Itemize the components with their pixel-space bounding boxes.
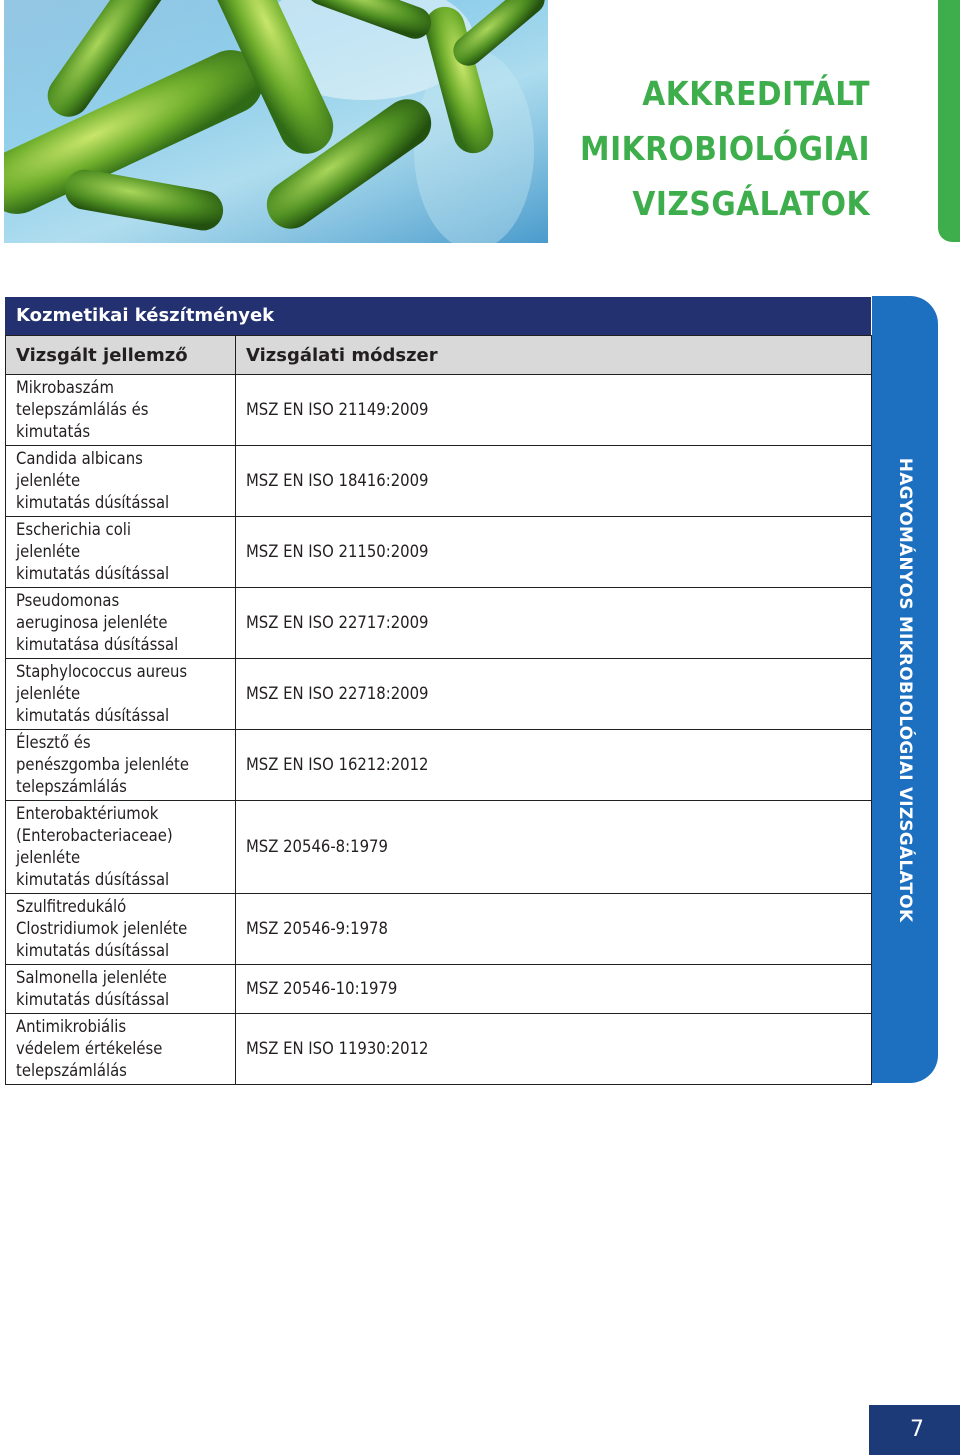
page-title-line: MIKROBIOLÓGIAI xyxy=(580,129,870,168)
method-cell: MSZ EN ISO 18416:2009 xyxy=(236,446,872,517)
feature-cell: Mikrobaszám telepszámlálás és kimutatás xyxy=(6,375,236,446)
table-row xyxy=(6,659,872,730)
feature-cell: Szulfitredukáló Clostridiumok jelenléte kimutatás dúsítással xyxy=(6,894,236,965)
feature-cell: Escherichia coli jelenléte kimutatás dúsítással xyxy=(6,517,236,588)
feature-cell: Enterobaktériumok (Enterobacteriaceae) jelenléte kimutatás dúsítással xyxy=(6,801,236,894)
method-cell: MSZ EN ISO 22718:2009 xyxy=(236,659,872,730)
method-cell: MSZ 20546-8:1979 xyxy=(236,801,872,894)
feature-cell: Salmonella jelenléte kimutatás dúsítással xyxy=(6,965,236,1014)
table-body xyxy=(6,375,872,1085)
table-row xyxy=(6,446,872,517)
method-cell: MSZ 20546-10:1979 xyxy=(236,965,872,1014)
method-cell: MSZ EN ISO 11930:2012 xyxy=(236,1014,872,1085)
methods-table xyxy=(5,335,872,1085)
feature-cell: Pseudomonas aeruginosa jelenléte kimutatása dúsítással xyxy=(6,588,236,659)
table-row xyxy=(6,517,872,588)
table-row xyxy=(6,730,872,801)
method-cell: MSZ 20546-9:1978 xyxy=(236,894,872,965)
table-row xyxy=(6,894,872,965)
side-tab-label: HAGYOMÁNYOS MIKROBIOLÓGIAI VIZSGÁLATOK xyxy=(895,457,915,923)
page-title-line: VIZSGÁLATOK xyxy=(632,184,870,223)
test-table xyxy=(5,297,871,1085)
green-corner-tab xyxy=(938,0,960,242)
method-cell: MSZ EN ISO 21149:2009 xyxy=(236,375,872,446)
feature-cell: Antimikrobiális védelem értékelése telepszámlálás xyxy=(6,1014,236,1085)
feature-cell: Staphylococcus aureus jelenléte kimutatás dúsítással xyxy=(6,659,236,730)
page-title-line: AKKREDITÁLT xyxy=(642,74,870,113)
feature-cell: Candida albicans jelenléte kimutatás dúsítással xyxy=(6,446,236,517)
bacteria-illustration xyxy=(4,0,548,243)
bacteria-hero-image xyxy=(4,0,548,243)
method-cell: MSZ EN ISO 22717:2009 xyxy=(236,588,872,659)
method-cell: MSZ EN ISO 16212:2012 xyxy=(236,730,872,801)
page-number: 7 xyxy=(869,1405,960,1455)
method-cell: MSZ EN ISO 21150:2009 xyxy=(236,517,872,588)
column-header-method: Vizsgálati módszer xyxy=(236,336,872,375)
table-row xyxy=(6,588,872,659)
table-row xyxy=(6,375,872,446)
page-title xyxy=(580,66,870,231)
table-caption: Kozmetikai készítmények xyxy=(5,297,871,335)
feature-cell: Élesztő és penészgomba jelenléte telepszámlálás xyxy=(6,730,236,801)
table-row xyxy=(6,965,872,1014)
table-row xyxy=(6,1014,872,1085)
column-header-feature: Vizsgált jellemző xyxy=(6,336,236,375)
table-row xyxy=(6,801,872,894)
table-header-row xyxy=(6,336,872,375)
